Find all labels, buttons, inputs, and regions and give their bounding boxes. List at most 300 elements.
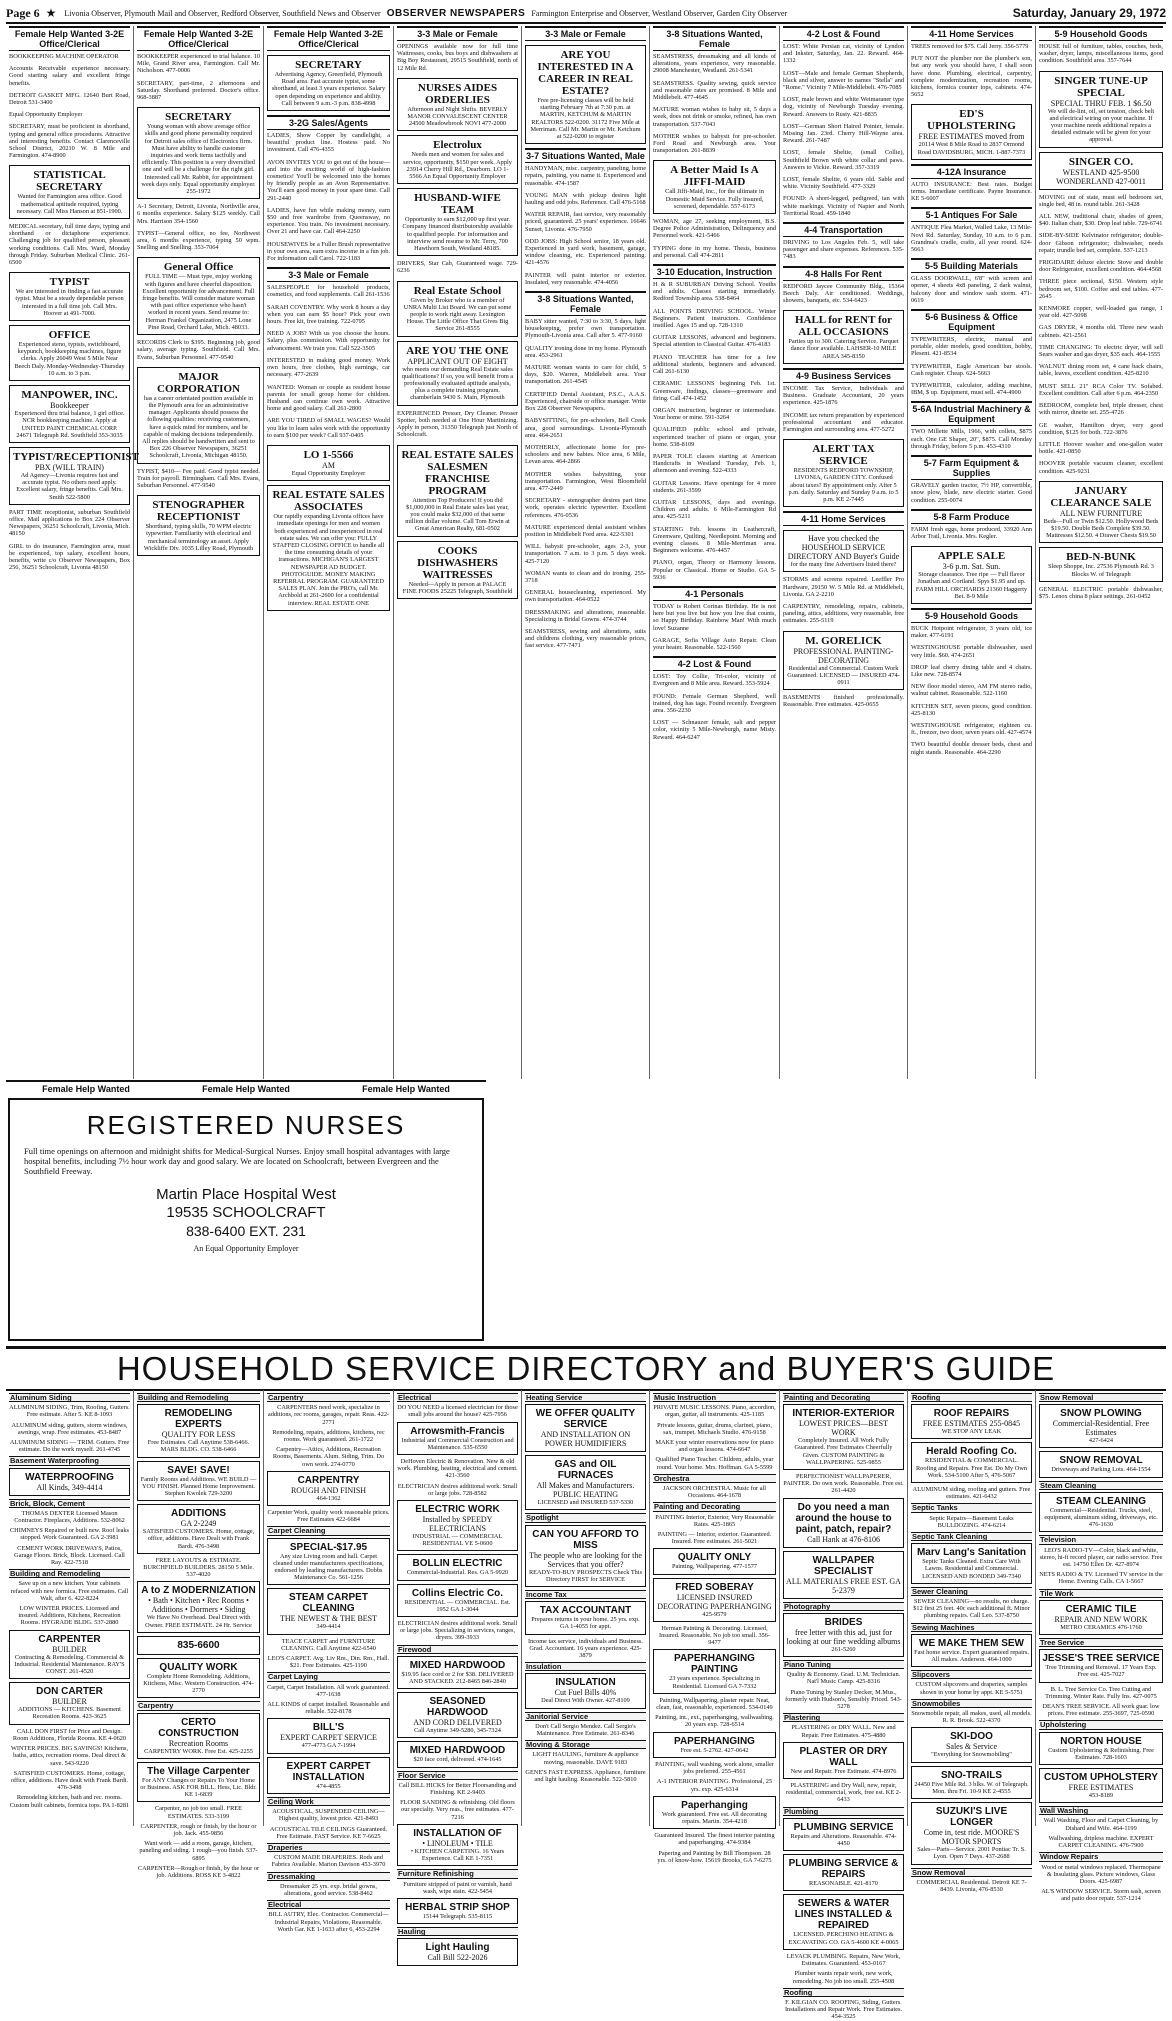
classified-ad — [911, 1634, 1032, 1667]
ad-subhead: Come in, test ride. MOORE'S MOTOR SPORTS — [923, 1828, 1020, 1847]
classified-ad — [137, 107, 260, 199]
classified-ad — [9, 1630, 130, 1680]
classified-ad: Carpet, Carpet Installation. All work guaranteed. 477-1638 — [267, 1683, 390, 1698]
directory-category: Ceiling Work — [267, 1797, 390, 1806]
classified-ad — [1039, 481, 1163, 544]
classified-ad — [1039, 1649, 1163, 1682]
ad-headline: HUSBAND-WIFE TEAM — [414, 192, 501, 217]
directory-column — [394, 1390, 522, 1963]
ad-subhead: QUALITY FOR LESS — [161, 1430, 236, 1440]
classified-ad: ALL NEW, traditional chair, shades of green, $40. Italian chair, $30. Drop leaf table. 729-6741 — [1039, 213, 1163, 228]
classified-ad: BASEMENTS finished professionally. Reasonable. Free estimates. 425-0655 — [783, 694, 904, 709]
classified-ad — [137, 1504, 260, 1554]
classified-ad: MOTHERLY, affectionate home for pre-schoolers and new babies. Nice area, 6 Mile, Levan area. 464-2866 — [525, 443, 646, 466]
ad-headline: NURSES AIDES ORDERLIES — [417, 81, 498, 106]
ad-headline: Light Hauling — [425, 1942, 490, 1954]
classified-ad — [137, 1762, 260, 1803]
ad-body: Given by Broker who is a member of UNRA Multi List Board. We can put some people to work right away. Lexington House. The Little Office That Gives Big Service 261-8555 — [403, 296, 512, 333]
directory-category: Brick, Block, Cement — [9, 1499, 130, 1508]
classified-ad — [783, 1742, 904, 1779]
classified-ad: AUTO INSURANCE: Best rates. Budget terms. Immediate certificate. Payne Insurance. KE 5-6007 — [911, 180, 1032, 203]
classified-ad — [653, 1796, 776, 1829]
ad-body: FULL TIME — Must type, enjoy working with figures and have cheerful disposition. Excellent opportunity for advancement. Full fringe benefits. Will consider mature woman with past office experience who hasn't worked in recent years. Send resume to: Herman Frankel Organization, 2475 Lone Pine Road, Orchard Lake, Mich. 48033. — [142, 273, 255, 331]
ad-headline: SINGER TUNE-UP SPECIAL — [1054, 74, 1148, 99]
classified-ad: DO YOU NEED a licensed electrician for those small jobs around the house? 425-7956 — [397, 1404, 518, 1419]
directory-category: Steam Cleaning — [1039, 1481, 1163, 1490]
classified-ad: CHIMNEYS Repaired or built new. Roof leaks stopped. Work Guaranteed. GA 2-3981 — [9, 1527, 130, 1542]
classified-ad: Furniture stripped of paint or varnish, hand wash, wipe stain. 422-5454 — [403, 1880, 512, 1895]
classified-ad: PUT NOT the plumber nor the plumber's son, but any work you should have, I shall soon have done. Plumbing, electrical, carpentry, complete modernization, recreation rooms, kitchens, formica counter tops, cabinets. 474-5652 — [911, 55, 1032, 99]
classified-ad: GUITAR Lessons. Have openings for 4 more students. 261-3599 — [653, 479, 776, 494]
classified-ad: CARPENTER, rough or finish, by the hour or job. Jack. 455-9856 — [140, 1822, 257, 1838]
ad-headline: Marv Lang's Sanitation — [916, 1547, 1027, 1559]
classified-ad: Save up on a new kitchen. Your cabinets refaced with new formica. Free estimates. Call Walt, after 6. 422-8224 — [10, 1580, 129, 1602]
classified-ad: PAINTING Interior, Exterior, Very Reasonable Rates. 425-1865 — [655, 1513, 774, 1528]
classified-ad: DRIVERS, Star Cab, Guaranteed wage. 729-6236 — [397, 260, 518, 275]
ad-headline: TYPIST/RECEPTIONIST — [13, 450, 139, 463]
classified-ad: ELECTRICIAN desires additional work. Small or large jobs. 728-8582 — [397, 1482, 518, 1497]
classified-ad — [397, 78, 518, 132]
classified-ad: Painting, Wallpapering, plaster repair. Neat, clean, fast, reasonable, experienced. 534-0149 — [656, 1696, 773, 1712]
classified-ad: AL'S WINDOW SERVICE. Storm sash, screen and patio door repair. 537-1214 — [1041, 1888, 1161, 1903]
ad-headline: SKI-DOO — [950, 1731, 993, 1743]
classified-ad: Plumber wants repair work, new work, remodeling. No job too small. 255-4508 — [792, 1970, 895, 1985]
ad-body: For ANY Changes or Repairs To Your Home or Business. ASK FOR BILL. Hess, Lic. Bldr. KE 1-6839 — [140, 1776, 257, 1799]
classified-ad — [1039, 1492, 1163, 1533]
classified-ad — [9, 1682, 130, 1724]
classified-column — [264, 26, 394, 1079]
ad-headline: WE OFFER QUALITY SERVICE — [535, 1408, 636, 1431]
directory-category: Tile Work — [1039, 1589, 1163, 1598]
hospital-name: Martin Place Hospital West — [156, 1186, 336, 1203]
directory-column — [264, 1390, 394, 1933]
classified-ad: Income tax service, individuals and Business. Grad. Accountant. 16 years experience. 425-3879 — [528, 1637, 643, 1660]
classified-ad: FOUND: A short-legged, pedigreed, tan with white markings. Vicinity of Napier and North Territorial Road. 459-1840 — [783, 195, 904, 217]
ad-headline: SECRETARY — [165, 111, 232, 124]
ad-body: Call Jiffi-Maid, Inc., for the ultimate in Domestic Maid Service. Fully insured, screened, dependable. 557-6173 — [665, 188, 764, 210]
ad-body: 261-5260 — [831, 1645, 856, 1653]
nurses-body: Full time openings on afternoon and midnight shifts for Medical-Surgical Nurses. Enjoy small hospital advantages with large hospital benefits, including 7½ hour work day and good salary. We are located on Schoolcraft, between Evergreen and the Southfield Freeway. — [24, 1146, 450, 1176]
classified-ad: MOVING out of state, must sell bedroom set, single bed, 48 in. round table. 261-3428 — [1039, 193, 1163, 208]
ad-headline: MIXED HARDWOOD — [409, 1659, 506, 1671]
ad-subhead: FREE ESTIMATES 255-0845 — [922, 1419, 1021, 1429]
classified-ad: TODAY is Robert Corinas Birthday. He is not here but you live but how you live that counts, so Happy Birthday. Rainbow Man! With much love! Suzanne — [653, 602, 776, 632]
ad-body: 477-4773 GA 7-1994 — [301, 1742, 356, 1750]
classified-ad: TWO Millette Mills, 1966, with collets, $875 each. One GE Shaper, 20", $875. Call Monday through Friday, before 5 p.m. 453-4310 — [911, 428, 1032, 450]
classified-ad — [397, 541, 518, 599]
ad-headline: BOLLIN ELECTRIC — [412, 1558, 503, 1570]
ad-headline: Herald Roofing Co. — [926, 1446, 1017, 1458]
ad-headline: Electrolux — [433, 139, 482, 152]
section-heading: 4-12A Insurance — [911, 164, 1032, 179]
hospital-address: 19535 SCHOOLCRAFT — [166, 1204, 326, 1221]
ad-subhead: REPAIR AND NEW WORK — [1054, 1614, 1148, 1624]
classified-ad: ALL KINDS of carpet installed. Reasonable and reliable. 522-8178 — [267, 1701, 390, 1716]
ad-headline: APPLE SALE — [937, 550, 1006, 563]
ad-subhead: ALL MATERIALS FREE EST. GA 5-2379 — [786, 1576, 901, 1595]
classified-ad — [137, 1404, 260, 1457]
ad-headline: STEAM CLEANING — [1056, 1495, 1146, 1507]
directory-column — [1036, 1390, 1166, 1903]
classified-ad: Herman Painting & Decorating. Licensed, Insured. Reasonable. No job too small. 356-9477 — [658, 1624, 771, 1647]
classified-ad — [783, 530, 904, 572]
classified-ad — [1039, 1768, 1163, 1803]
classified-ad: SECRETARY, part-time, 2 afternoons and Saturday. Shorthand preferred. Doctor's office. 968-3887 — [137, 79, 260, 102]
ad-headline: STEAM CARPET CLEANING — [289, 1592, 368, 1615]
classified-ad: INCOME tax return preparation by experienced professional accountant and educator. Farmington and surrounding area. 477-5272 — [783, 411, 904, 433]
classified-ad — [1039, 1732, 1163, 1765]
ad-body: Complete Home Remodeling. Additions, Kitchens, Misc. Western Construction. 474-2770 — [143, 1672, 254, 1695]
classified-ad — [397, 1584, 518, 1617]
ad-body: Young woman with above average office skills and good phone personality required for Detroit sales office of Electronics firm. Must have ability to handle customer inquiries and work items tactfully and efficiently. This position is a very diversified one and will be a challenge for the right girl. Interested call Mr. Rabbit, for appointment week days only. Equal opportunity employer. 255-1972 — [141, 123, 256, 196]
classified-ad: WOMAN, age 27, seeking employment, B.S. Degree Police Administration, Delinquency and Personnel work. 421-5466 — [653, 218, 776, 240]
classified-ad: CEMENT WORK DRIVEWAYS, Patios, Garage Floors. Brick, Block. Licensed. Call Ray. 422-7518 — [14, 1544, 125, 1567]
ad-headline: TAX ACCOUNTANT — [539, 1605, 632, 1617]
classified-ad — [783, 439, 904, 507]
ad-subhead: AND INSTALLATION ON POWER HUMIDIFIERS — [540, 1430, 631, 1449]
classified-ad: DRESSMAKING and alterations, reasonable. Specializing in Bridal Gowns. 474-3744 — [525, 608, 646, 623]
ad-subhead: LICENSED INSURED DECORATING PAPERHANGING — [657, 1592, 772, 1611]
ad-headline: MAJOR CORPORATION — [157, 370, 240, 395]
classified-ad — [911, 1404, 1032, 1439]
ad-headline: ADDITIONS — [171, 1508, 226, 1520]
classified-ad: A-1 Secretary, Detroit, Livonia, Northville area, 6 months experience. Salary $125 weekly. Call Mrs. Harrison 354-1560 — [137, 203, 260, 225]
ad-headline: WE MAKE THEM SEW — [919, 1637, 1024, 1649]
classified-ad: LOST—Male and female German Shepherds, black and silver, answer to names "Stella" and "Rome." Vicinity 7 Mile-Middlebelt. 476-7085 — [783, 69, 904, 92]
directory-category: Septic Tanks — [911, 1503, 1032, 1512]
classified-ad: TYPEWRITERS, electric, manual and portable, older models, good condition, hobby, Plesent. 421-8534 — [911, 336, 1032, 358]
classified-ad: GENERAL housecleaning, experienced. My own transportation. 464-0522 — [525, 589, 646, 604]
ad-subhead: AM — [322, 460, 335, 470]
ad-subhead: ALL NEW FURNITURE — [1059, 508, 1143, 518]
directory-category: Hauling — [397, 1927, 518, 1936]
classified-ad: Wallwashing, dripless machine. EXPERT CARPET CLEANING. 476-7900 — [1048, 1834, 1154, 1850]
directory-category: Furniture Refinishing — [397, 1869, 518, 1878]
classified-ad: LOST—German Short Haired Pointer, female. Missing Jan. 23rd. Cherry Hill-Wayne area. Reward. 261-7487 — [783, 122, 904, 145]
ad-body: We Have No Overhead. Deal Direct with Owner. FREE ESTIMATE. 24 Hr. Service — [145, 1614, 252, 1629]
classified-ad: PAINTING, wall washing, work alone, smaller jobs preferred. 255-4561 — [655, 1760, 774, 1776]
classified-ad — [267, 1538, 390, 1586]
classified-ad — [137, 1713, 260, 1759]
masthead — [6, 4, 1166, 24]
classified-ad: FRIGIDAIRE deluxe electric Stove and double door Refrigerator, excellent condition. 464-4568 — [1039, 259, 1163, 274]
classified-columns — [6, 26, 1166, 1079]
classified-ad: COMMERCIAL Residential. Detroit KE 7-8439. Livonia, 476-8530 — [916, 1878, 1027, 1893]
ad-headline: PLASTER OR DRY WALL — [799, 1745, 888, 1768]
classified-ad: ORGAN instruction, beginner or intermediate. Your home or mine. 591-3264 — [653, 406, 776, 422]
ad-body: LICENSED and INSURED 537-5330 — [537, 1499, 634, 1507]
classified-ad: ALUMINUM SIDING, Trim, Roofing, Gutters. Free estimate. After 5. KE 8-1093 — [9, 1404, 130, 1419]
ad-headline: SEWERS & WATER LINES INSTALLED & REPAIRED — [794, 1898, 893, 1932]
classified-ad: DEAN'S TREE SERVICE. All work guar. low prices. Free estimate. 255-3697, 725-0590 — [1042, 1703, 1160, 1718]
classified-ad — [1039, 1451, 1163, 1477]
classified-ad — [653, 1649, 776, 1693]
ad-body: Tree Trimming and Removal. 17 Years Exp. Free est. 425-7027 — [1045, 1664, 1157, 1679]
ad-headline: COOKS DISHWASHERS WAITRESSES — [417, 544, 498, 581]
classified-ad: LOST, female Sheltie, (small Collie), Southfield Brown with white collar and paws. Answers to Vickie. Reward. 357-3319 — [783, 149, 904, 171]
classified-ad: THOMAS DEXTER Licensed Mason Contractor. Fireplaces, Additions. 532-8062 — [14, 1509, 125, 1525]
classified-ad: LOST, female Sheltie, 6 years old. Sable and white. Vicinity Southfield. 477-3329 — [783, 176, 904, 191]
ad-body: who meets our demanding Real Estate sales qualifications? If so, you will benefit from a professionally evaluated aptitude analysis, plus a complete training program. chamberlain 9430 S. Main, Plymouth — [401, 365, 514, 402]
ad-subhead: All Kinds, 349-4414 — [36, 1482, 103, 1492]
classified-ad: FOUND: Female German Shepherd, well trained, dog has tags. Found recently. Evergreen area. 356-2230 — [653, 692, 776, 714]
ad-headline: DON CARTER — [36, 1686, 103, 1698]
ad-headline: CUSTOM UPHOLSTERY — [1044, 1772, 1158, 1784]
classified-ad: TREES removed for $75. Call Jerry. 356-5779 — [911, 43, 1029, 50]
ad-body: REASONABLE. 421-8170 — [809, 1880, 878, 1888]
ad-subhead: • LINOLEUM • TILE — [422, 1838, 493, 1848]
ad-headline: QUALITY ONLY — [677, 1552, 752, 1564]
ad-body: Commercial-Industrial. Res. GA 5-9920 — [406, 1569, 509, 1577]
ad-subhead: Installed by SPEEDY ELECTRICIANS — [422, 1515, 493, 1534]
classified-ad: CUSTOM slipcovers and draperies, samples shown in your home by appt. KE 5-5751 — [915, 1681, 1028, 1696]
classified-ad — [783, 1551, 904, 1599]
ad-body: Opportunity to earn $12,000 up first year. Company financed distributorship available to qualified people. For information and interview send resume to Mr. Terry, 700 Hawthorn South, Westland 48185. — [402, 216, 513, 253]
ad-body: Custom Upholstering & Refinishing. Free Estimates. 728-1603 — [1048, 1746, 1154, 1761]
ad-headline: TYPIST — [49, 276, 90, 289]
registered-nurses-ad — [8, 1098, 484, 1341]
directory-category: Draperies — [267, 1843, 390, 1852]
ad-headline: ED'S UPHOLSTERING — [927, 108, 1016, 133]
directory-category: Electrical — [397, 1393, 518, 1402]
classified-ad: ACOUSTICAL, SUSPENDED CEILING—Highest quality, lowest price. 421-8493 — [272, 1808, 385, 1823]
ad-headline: ARE YOU THE ONE — [406, 344, 509, 357]
classified-ad: GIRL to do insurance, Farmington area, must be experienced, top salary, excellent hours, benefits, write c/o Observer Newspapers, Box 256, 36251 Schoolcraft, Livonia 48150 — [9, 542, 130, 572]
ad-body: We are interested in finding a fast accurate typist. Must be a steady dependable person interested in a full time job. Call Mrs. Hoover at 491-7000. — [15, 288, 124, 317]
ad-body: Deal Direct With Owner. 427-8109 — [541, 1697, 630, 1705]
directory-category: Window Repairs — [1039, 1852, 1163, 1861]
ad-headline: CARPENTER — [38, 1633, 101, 1645]
ad-subhead: Commercial-Residential. Free Estimates — [1052, 1419, 1150, 1438]
classified-ad: EXPERIENCED Presser, Dry Cleaner. Presser Spotter, both needed at One Hour Martinizing. Apply in person, 31350 Telegraph just North of Schoolcraft. — [397, 409, 518, 439]
classified-ad: PERFECTIONIST WALLPAPERER, PAINTER. Do own work. Reasonable. Free est. 261-4420 — [783, 1473, 904, 1495]
classified-ad — [911, 1442, 1032, 1483]
section-head: Female Help Wanted — [42, 1084, 130, 1094]
section-heading: Female Help Wanted 3-2E Office/Clerical — [9, 26, 130, 51]
ad-body: Family Rooms and Additions. WE BUILD — YOU FINISH. Planned Home Improvement. Stephen Kwolek 729-3200 — [140, 1475, 257, 1498]
classified-ad — [911, 1727, 1032, 1762]
ad-subhead: FREE ESTIMATES — [1068, 1783, 1134, 1793]
directory-category: Floor Service — [397, 1771, 518, 1780]
ad-headline: STENOGRAPHER RECEPTIONIST — [152, 499, 245, 524]
ad-subhead: BUILDER — [52, 1697, 87, 1707]
classified-ad: CERTIFIED Dental Assistant, P.S.C., A.A.S. Experienced, chairside or office manager. Write Box 228 Observer Newspapers. — [525, 390, 646, 413]
ad-body: Commercial—Residential. Trucks, steel, equipment, aluminum siding, driveways, etc. 476-1630 — [1044, 1506, 1158, 1529]
directory-category: Moving & Storage — [525, 1740, 646, 1749]
directory-category: Spotlight — [525, 1513, 646, 1522]
equal-opportunity-note: An Equal Opportunity Employer — [193, 1244, 299, 1253]
classified-ad: Remodeling, repairs, additions, kitchens, rec rooms. Work guaranteed. 261-1722 — [272, 1428, 385, 1444]
classified-ad — [397, 1898, 518, 1924]
classified-ad: Call BILL HICKS for Better Floorsanding and Finishing. KE 2-9403 — [398, 1781, 517, 1797]
ad-headline: SINGER CO. — [1068, 155, 1134, 168]
classified-ad: HOUSE full of furniture, tables, couches, beds, washer, dryer, lamps, miscellaneous items, good condition. Southfield area. 357-7644 — [1039, 43, 1163, 65]
section-heading: 5-8 Farm Produce — [911, 509, 1032, 524]
ad-headline: HALL for RENT for ALL OCCASIONS — [794, 314, 893, 339]
ad-body: 20114 West 8 Mile Road to 2837 Ormond Road DAVIDSBURG, MICH. 1-887-7373 — [917, 141, 1026, 156]
section-heading: Female Help Wanted 3-2E Office/Clerical — [137, 26, 260, 51]
classified-ad: Carpentry—Attics, Additions, Recreation Rooms, Basements. Alum. Siding, Trim. Do own work. 274-0770 — [272, 1446, 385, 1468]
ad-body: Experienced thru trial balance, 1 girl office. NCR bookkeeping machine. Apply at UNITED PAINT CHEMICAL CORP. 24671 Telegraph Rd. Southfield 353-3035 — [14, 410, 125, 439]
ad-headline: The Village Carpenter — [147, 1765, 250, 1777]
ad-headline: Do you need a man around the house to paint, patch, repair? — [795, 1501, 892, 1535]
classified-ad: WATER REPAIR, fast service, very reasonably priced, guaranteed. 25 years' experience. 16646 Sunset, Livonia. 476-7950 — [525, 211, 646, 233]
classified-ad: GENERAL ELECTRIC portable dishwasher, $75. Lenox china 8 place settings. 261-0452 — [1039, 585, 1163, 600]
ad-subhead: GA 2-2249 — [180, 1519, 217, 1529]
ad-headline: REAL ESTATE SALES ASSOCIATES — [272, 489, 385, 514]
section-heading: 4-11 Home Services — [911, 26, 1032, 41]
ad-headline: GAS and OIL FURNACES — [554, 1459, 617, 1482]
classified-ad — [1039, 71, 1163, 148]
directory-category: Piano Tuning — [783, 1660, 904, 1669]
classified-ad: Equal Opportunity Employer — [9, 111, 83, 119]
classified-ad — [783, 1613, 904, 1657]
ad-subhead: Call Bill 522-2026 — [427, 1953, 488, 1963]
classified-ad: LEO'S RADIO-TV—Color, black and white, stereo, hi-fi record player, car radio service. Free est. 14750 Ellen Dr. 427-8974 — [1039, 1546, 1163, 1569]
ad-body: Advertising Agency, Greenfield, Plymouth Road area. Fast accurate typist, some shorthand, at least 3 years experience. Salary open depending on experience and ability. Call between 9 a.m.-3 p.m. 838-4998 — [271, 71, 386, 107]
classified-ad: TYPIST, $410— Fee paid. Good typist needed. Train for payroll. Birmingham. Call Mrs. Evans, Suburban Personnel. 477-9540 — [137, 467, 260, 489]
classified-ad — [911, 546, 1032, 604]
ad-body: CARPENTRY WORK. Free Est. 425-2255 — [144, 1747, 253, 1755]
classified-ad — [397, 1422, 518, 1455]
directory-category: Carpentry — [137, 1701, 260, 1710]
ad-subhead: EXPERT CARPET SERVICE — [280, 1733, 377, 1743]
ad-headline: INSTALLATION OF — [413, 1827, 502, 1839]
ad-headline: CERAMIC TILE — [1065, 1603, 1137, 1615]
classified-ad: BOOKKEEPER experienced to trial balance. 10 Mile, Grand River area, Farmington. Call Mr. Nicholson. 477-0006 — [137, 53, 260, 75]
classified-ad: LOST, male brown and white Weimaraner type dog, vicinity of Newburgh Tuesday evening. Reward. Answers to Rusty. 421-8835 — [783, 96, 904, 118]
classified-ad: FLOOR SANDING & refinishing. Old floors our specialty. Very reas., free estimates. 477-7216 — [400, 1799, 515, 1821]
ad-headline: FRED SOBERAY — [675, 1581, 754, 1593]
directory-category: Music Instruction — [653, 1393, 776, 1402]
footer-section-heads — [6, 1080, 486, 1098]
section-heading: 3-7 Situations Wanted, Male — [525, 148, 646, 163]
classified-ad: F. KILGIAN CO. ROOFING, Siding, Gutters. Installations and Repair Work. Free Estimates. 454-3525 — [784, 1998, 903, 2021]
classified-ad — [9, 1468, 130, 1496]
classified-ad — [397, 1692, 518, 1738]
directory-category: Insulation — [525, 1662, 646, 1671]
ad-body: READY-TO-BUY PROSPECTS Check This Directory FIRST for SERVICE — [528, 1568, 643, 1583]
directory-category: Tree Service — [1039, 1638, 1163, 1647]
ad-headline: JANUARY CLEARANCE SALE — [1050, 484, 1152, 509]
classified-ad: LITTLE Hoover washer and one-gallon water bottle. 421-0850 — [1039, 440, 1163, 456]
section-heading: 4-2 Lost & Found — [783, 26, 904, 41]
directory-category: Plastering — [783, 1713, 904, 1722]
ad-body: RESIDENTIAL & COMMERCIAL. Roofing and Repairs. Free Est. Do My Own Work. 534-5100 After 5, 476-5067 — [915, 1457, 1028, 1479]
section-heading: 3-2G Sales/Agents — [267, 115, 390, 130]
directory-category: Slipcovers — [911, 1670, 1032, 1679]
ad-body: INDUSTRIAL — COMMERCIAL RESIDENTIAL VE 5-0600 — [412, 1533, 503, 1548]
classified-ad: GE washer, Hamilton dryer, very good condition, $125 for both. 722-3876 — [1039, 421, 1163, 436]
ad-body: Needs men and women for sales and service, opportunity, $150 per week. Apply 23914 Cherry Hill Rd., Dearborn. LO 1-5566 An Equal Opportunity Employer — [403, 151, 512, 181]
classified-ad: STARTING Feb. lessons in Leathercraft, Greenware, Quilting, Needlepoint. Morning and evening classes. 8 Mile-Merriman area. Beginners welcome. 476-4457 — [653, 525, 776, 555]
ad-subhead: THE NEWEST & THE BEST — [279, 1614, 378, 1624]
section-head: Female Help Wanted — [202, 1084, 290, 1094]
classified-ad — [137, 1636, 260, 1655]
classified-ad: SEAMSTRESS. Quality sewing, quick service and reasonable rates are promised. 8 Mile and Middlebelt. 477-4645 — [653, 79, 776, 102]
classified-ad: DROP leaf cherry dining table and 4 chairs. Like new. 728-8574 — [911, 663, 1032, 678]
classified-ad: TYPEWRITER, calculator, adding machine, IBM, $ up. Equipment, must sell. 474-4900 — [911, 382, 1032, 397]
classified-ad: MEDICAL secretary, full time days, typing and shorthand or dictaphone experience. Challenging job for qualified person, pleasant working conditions. Call Mrs. Ward, Monday through Friday. Suburban Medical Clinic. 261-6500 — [9, 223, 130, 267]
classified-column — [650, 26, 780, 1079]
ad-headline: A to Z MODERNIZATION — [141, 1585, 256, 1597]
classified-ad — [267, 445, 390, 481]
ad-subhead: Recreation Rooms — [168, 1738, 229, 1748]
directory-column — [780, 1390, 908, 2021]
classified-ad: INCOME Tax Service, Individuals and Business. Graduate Accountant, 20 years experience. 425-1876 — [783, 384, 904, 407]
classified-ad — [783, 1404, 904, 1470]
classified-ad: RECORDS Clerk to $395. Beginning job, good salary, average typing. Southfield. Call Mrs. Evans, Suburban Personnel. 477-9540 — [137, 339, 260, 361]
classified-ad: Private lessons, guitar, drums, clarinet, piano, sax, trumpet. Michaels Studio. 476-9158 — [657, 1421, 772, 1436]
classified-ad — [783, 310, 904, 364]
classified-column — [780, 26, 908, 1079]
ad-body: WE STOP ANY LEAK — [941, 1428, 1002, 1436]
directory-columns — [6, 1390, 1166, 2021]
directory-category: Heating Service — [525, 1393, 646, 1402]
ad-subhead: SPECIAL THRU FEB. 1 $6.50 — [1050, 98, 1152, 108]
classified-ad: WILL babysit pre-schooler, ages 2-3, your transportation. 7 a.m. to 3 p.m. 5 days week. 425-7120 — [525, 543, 646, 565]
classified-ad: Remodeling kitchen, bath and rec. rooms. Custom built cabinets, formica tops. PA 1-8281 — [9, 1794, 130, 1809]
ad-body: New and Repair. Free Estimate. 474-8976 — [790, 1767, 897, 1775]
classified-ad: LEVACK PLUMBING. Repairs, New Work, Estimates. Guaranteed. 453-0167 — [786, 1952, 901, 1968]
classified-ad: PIANO, organ, Theory or Harmony lessons. Popular or Classical. Home or Studio. GA 5-5936 — [653, 559, 776, 581]
ad-body: Parties up to 300. Catering Service. Parquet dance floor available. LAHSER-10 MILE AREA 345-8350 — [788, 338, 899, 360]
directory-category: Dressmaking — [267, 1872, 390, 1881]
classified-ad: NETS RADIO & TV. Licensed TV service in the Home. Evening Calls. CA 1-5667 — [1039, 1571, 1163, 1586]
classified-ad: PLASTERING or DRY WALL. New and Repair. Free Estimates. 475-4880 — [791, 1724, 896, 1739]
directory-column — [134, 1390, 264, 1880]
ad-headline: CARPENTRY — [297, 1474, 360, 1486]
classified-ad: Carpenter, no job too small. FREE ESTIMATES. 533-3199 — [154, 1805, 243, 1820]
classified-ad: LIGHT HAULING, furniture & appliance moving, reasonable. DAVE 9183 — [532, 1751, 639, 1766]
classified-ad: Dressmaker 25 yrs. exp. bridal gowns, alterations, good service. 538-8462 — [280, 1882, 377, 1897]
classified-ad: KENMORE copper, well-loaded gas range, 1 year old. 427-5098 — [1039, 305, 1163, 320]
ad-body: Prepares returns in your home. 25 yrs. exp. GA 1-4055 for appt. — [531, 1616, 640, 1631]
directory-category: Electrical — [267, 1900, 390, 1909]
directory-category: Wall Washing — [1039, 1806, 1163, 1815]
classified-ad: SEAMSTRESS, sewing and alterations, suits and childrens clothing, very reasonable prices, fast service. 477-7471 — [525, 627, 646, 650]
classified-ad: GAS DRYER, 4 months old. Three new wash cabinets. 421-2561 — [1039, 324, 1163, 339]
classified-ad: ACOUSTICAL TILE CEILINGS Guaranteed. Free Estimate. FAST Service. KE 7-6625 — [269, 1825, 388, 1840]
classified-ad: FARM fresh eggs, home produced, 33920 Ann Arbor Trail, Livonia. Mrs. Kegler. — [911, 525, 1032, 540]
classified-ad — [1039, 1600, 1163, 1635]
ad-headline: INSULATION — [555, 1677, 616, 1689]
directory-category: Basement Waterproofing — [9, 1456, 130, 1465]
ad-headline: REAL ESTATE SALES SALESMEN FRANCHISE PROGRAM — [401, 448, 514, 497]
classified-ad: BILL AUTRY, Elec. Contractor. Commercial—Industrial Repairs, Violations, Reasonable. Worth Gar. KE 1-1633 after 6, 453-2294 — [268, 1911, 389, 1933]
classified-ad: Wood or metal windows replaced. Thermopane & Insulating glass. Picture windows, Glass Doors. 425-6987 — [1041, 1863, 1161, 1885]
section-heading: 5-1 Antiques For Sale — [911, 207, 1032, 222]
ad-headline: 835-6600 — [177, 1639, 220, 1651]
ad-headline: HERBAL STRIP SHOP — [405, 1901, 510, 1913]
ad-headline: PLUMBING SERVICE & REPAIRS — [788, 1858, 899, 1881]
directory-category: Painting and Decorating — [653, 1502, 776, 1511]
classified-ad — [397, 1500, 518, 1551]
classified-ad — [137, 1581, 260, 1632]
ad-headline: ALERT TAX SERVICE — [812, 443, 875, 468]
ad-subhead: BUILDER — [52, 1644, 87, 1654]
classified-ad: WALNUT dining room set, 4 cane back chairs, table, leaves, excellent condition. 425-8210 — [1039, 363, 1163, 378]
ad-body: Ad Agency—Livonia requires fast and accurate typist. No others need apply. Excellent salary, fringe benefits. Call Mrs. Smith 522-5800 — [16, 471, 123, 501]
classified-ad: NEW floor model stereo, AM FM stereo radio, walnut cabinet. Reasonable. 522-1160 — [911, 683, 1032, 698]
ad-subhead: PROFESSIONAL PAINTING-DECORATING — [793, 646, 894, 665]
classified-ad — [397, 1741, 518, 1767]
ad-body: 24450 Five Mile Rd. 3 blks. W. of Telegraph. Mon. thru Fri. 10-9 KE 2-4555 — [914, 1780, 1029, 1795]
classified-ad: LADIES, have fun while making money, earn $50 and free wardrobe from Queensway, no experience. You train. No investment necessary. Over 21 and have car. Call 464-2250 — [267, 206, 390, 236]
classified-ad: REDFORD Jaycee Community Bldg., 15364 Beech Daly. Air conditioned. Weddings, showers, banquets, etc. 534-6423 — [783, 282, 904, 305]
classified-ad — [525, 1455, 646, 1510]
classified-ad: ALL POINTS DRIVING SCHOOL. Winter Beginners. Patient instructors. Confidence instilled. Ages 15 and up. 728-1310 — [653, 307, 776, 330]
